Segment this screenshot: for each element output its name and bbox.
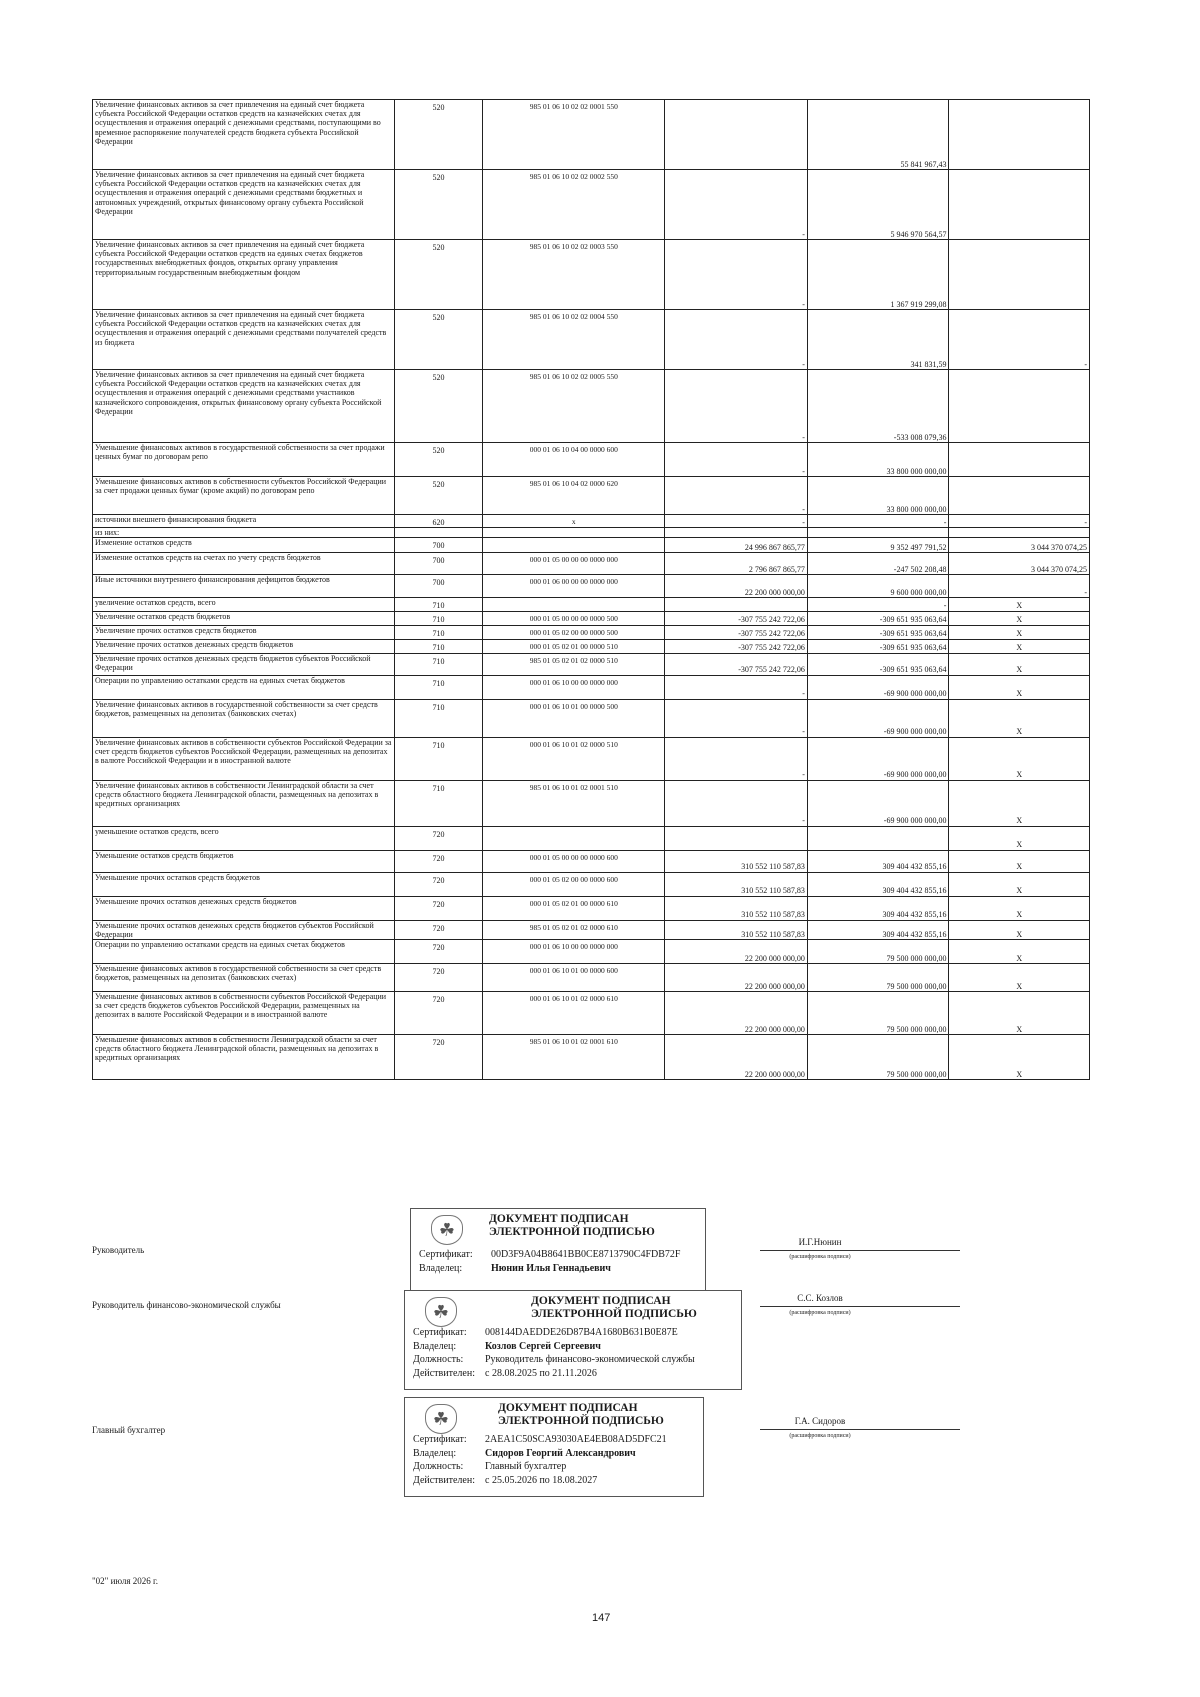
owner-value: Нюнин Илья Геннадьевич [491,1262,611,1274]
table-row [93,528,1090,538]
row-code: 710 [394,737,482,780]
row-name: Уменьшение финансовых активов в собственности субъектов Российской Федерации за счет средств бюджетов субъектов Российской Федерации, размещенных на депозитах в валюте Российской Федерации и в иностранной валюте [93,991,395,1034]
row-approved: 22 200 000 000,00 [665,1034,808,1079]
row-executed: 1 367 919 299,08 [807,240,949,310]
row-code: 710 [394,675,482,699]
row-code: 700 [394,553,482,575]
finance-head-signature-name: С.С. Козлов [797,1293,843,1303]
owner-label: Владелец: [419,1262,463,1274]
row-unexecuted [949,370,1090,443]
stamp-title: ДОКУМЕНТ ПОДПИСАН ЭЛЕКТРОННОЙ ПОДПИСЬЮ [489,1213,655,1239]
row-executed: 9 352 497 791,52 [807,538,949,553]
row-unexecuted [949,477,1090,515]
sources-financing-table [92,99,1090,1080]
row-kbk: 000 01 06 10 01 02 0000 610 [483,991,665,1034]
signature-caption: (расшифровка подписи) [789,1310,851,1316]
position-value: Руководитель финансово-экономической службы [485,1354,695,1366]
row-name: Изменение остатков средств [93,538,395,553]
row-executed: 309 404 432 855,16 [807,872,949,896]
row-code: 710 [394,699,482,737]
row-unexecuted [949,528,1090,538]
row-executed: -533 008 079,36 [807,370,949,443]
page-number: 147 [592,1612,611,1624]
row-executed: 79 500 000 000,00 [807,939,949,963]
row-code: 700 [394,538,482,553]
row-unexecuted: X [949,653,1090,675]
row-executed: 309 404 432 855,16 [807,920,949,939]
table-row [93,100,1090,170]
chief-accountant-signature-name: Г.А. Сидоров [794,1416,846,1426]
row-unexecuted: X [949,1034,1090,1079]
row-name: Уменьшение остатков средств бюджетов [93,850,395,872]
report-date: "02" июля 2026 г. [92,1576,158,1586]
row-name: Операции по управлению остатками средств на единых счетах бюджетов [93,675,395,699]
row-executed: 341 831,59 [807,310,949,370]
coat-of-arms-icon: ☘ [431,1215,463,1245]
row-executed [807,826,949,850]
row-approved [665,826,808,850]
row-approved [665,100,808,170]
row-name: Увеличение финансовых активов в государственной собственности за счет средств бюджетов, размещенных на депозитах (банковских счетах) [93,699,395,737]
table-row [93,826,1090,850]
table-row [93,240,1090,310]
row-executed: 5 946 970 564,57 [807,170,949,240]
row-executed: 33 800 000 000,00 [807,443,949,477]
row-code: 710 [394,625,482,639]
row-code: 720 [394,826,482,850]
row-kbk: 000 01 05 02 01 00 0000 610 [483,896,665,920]
row-executed: -69 900 000 000,00 [807,699,949,737]
row-code: 520 [394,443,482,477]
certificate-label: Сертификат: [419,1249,473,1261]
table-row [93,477,1090,515]
table-row [93,553,1090,575]
row-unexecuted: - [949,310,1090,370]
row-approved: 310 552 110 587,83 [665,872,808,896]
row-code: 720 [394,939,482,963]
row-code: 520 [394,310,482,370]
row-name: Увеличение финансовых активов в собственности Ленинградской области за счет средств областного бюджета Ленинградской области, размещенных на депозитах в кредитных организациях [93,780,395,826]
row-approved: - [665,675,808,699]
table-row [93,310,1090,370]
row-kbk: 985 01 06 10 02 02 0004 550 [483,310,665,370]
stamp-title: ДОКУМЕНТ ПОДПИСАН ЭЛЕКТРОННОЙ ПОДПИСЬЮ [531,1295,697,1321]
row-name: Увеличение прочих остатков денежных средств бюджетов [93,639,395,653]
head-role-label: Руководитель [92,1245,145,1255]
row-executed: -309 651 935 063,64 [807,625,949,639]
row-unexecuted [949,170,1090,240]
row-approved: - [665,443,808,477]
valid-value: с 25.05.2026 по 18.08.2027 [485,1474,598,1486]
row-unexecuted: X [949,991,1090,1034]
row-kbk: 000 01 06 10 04 00 0000 600 [483,443,665,477]
row-kbk: 985 01 06 10 01 02 0001 610 [483,1034,665,1079]
table-row [93,737,1090,780]
row-approved: -307 755 242 722,06 [665,625,808,639]
row-approved: 310 552 110 587,83 [665,850,808,872]
valid-label: Действителен: [413,1367,475,1379]
row-kbk: 000 01 06 10 01 02 0000 510 [483,737,665,780]
row-kbk: 985 01 06 10 01 02 0001 510 [483,780,665,826]
row-approved [665,528,808,538]
position-value: Главный бухгалтер [485,1461,567,1473]
row-approved: -307 755 242 722,06 [665,639,808,653]
certificate-value: 2AEA1C50SCA93030AE4EB08AD5DFC21 [485,1434,667,1446]
row-executed: 55 841 967,43 [807,100,949,170]
row-kbk: x [483,515,665,528]
row-name: Уменьшение финансовых активов в собственности субъектов Российской Федерации за счет продажи ценных бумаг (кроме акций) по договорам репо [93,477,395,515]
row-kbk: 000 01 05 00 00 00 0000 600 [483,850,665,872]
row-code: 520 [394,100,482,170]
row-kbk: 985 01 06 10 02 02 0003 550 [483,240,665,310]
row-kbk: 000 01 05 02 00 00 0000 600 [483,872,665,896]
row-name: Увеличение финансовых активов за счет привлечения на единый счет бюджета субъекта Российской Федерации остатков средств на единых счетах бюджетов государственных внебюджетных фондов, открытых органу управления территориальным государственным внебюджетным фондом [93,240,395,310]
row-unexecuted: X [949,920,1090,939]
row-unexecuted: X [949,737,1090,780]
row-code: 720 [394,896,482,920]
table-row [93,896,1090,920]
row-executed: 9 600 000 000,00 [807,575,949,598]
row-code: 710 [394,611,482,625]
position-label: Должность: [413,1354,464,1366]
owner-label: Владелец: [413,1447,457,1459]
table-row [93,939,1090,963]
row-kbk: 000 01 05 02 00 00 0000 500 [483,625,665,639]
row-name: Уменьшение финансовых активов в собственности Ленинградской области за счет средств областного бюджета Ленинградской области, размещенных на депозитах в кредитных организациях [93,1034,395,1079]
row-approved: 22 200 000 000,00 [665,991,808,1034]
row-executed: -69 900 000 000,00 [807,780,949,826]
row-unexecuted: X [949,826,1090,850]
valid-value: с 28.08.2025 по 21.11.2026 [485,1367,597,1379]
row-unexecuted: 3 044 370 074,25 [949,538,1090,553]
table-row [93,1034,1090,1079]
row-kbk: 985 01 06 10 02 02 0001 550 [483,100,665,170]
row-kbk: 000 01 05 00 00 00 0000 000 [483,553,665,575]
row-name: из них: [93,528,395,538]
row-code: 710 [394,639,482,653]
valid-label: Действителен: [413,1474,475,1486]
row-name: Увеличение финансовых активов за счет привлечения на единый счет бюджета субъекта Российской Федерации остатков средств на казначейских счетах для осуществления и отражения операций с денежными средствами бюджетных и автономных учреждений, открытых финансовому органу субъекта Российской Федерации [93,170,395,240]
row-kbk [483,826,665,850]
row-unexecuted: - [949,575,1090,598]
row-unexecuted: 3 044 370 074,25 [949,553,1090,575]
row-unexecuted [949,443,1090,477]
row-code: 520 [394,240,482,310]
row-approved: - [665,477,808,515]
row-code: 720 [394,872,482,896]
table-row [93,780,1090,826]
row-unexecuted: X [949,611,1090,625]
row-kbk: 000 01 06 10 00 00 0000 000 [483,675,665,699]
owner-value: Козлов Сергей Сергеевич [485,1340,601,1352]
row-kbk: 985 01 05 02 01 02 0000 610 [483,920,665,939]
row-code: 710 [394,653,482,675]
coat-of-arms-icon: ☘ [425,1404,457,1434]
table-row [93,611,1090,625]
row-approved: 24 996 867 865,77 [665,538,808,553]
row-executed: 309 404 432 855,16 [807,850,949,872]
row-executed: 309 404 432 855,16 [807,896,949,920]
row-approved: - [665,310,808,370]
row-unexecuted: X [949,598,1090,611]
row-unexecuted: X [949,780,1090,826]
row-approved: - [665,780,808,826]
row-code: 700 [394,575,482,598]
row-executed: -309 651 935 063,64 [807,639,949,653]
row-name: Уменьшение финансовых активов в государственной собственности за счет средств бюджетов, размещенных на депозитах (банковских счетах) [93,963,395,991]
row-executed [807,528,949,538]
row-name: Увеличение прочих остатков средств бюджетов [93,625,395,639]
row-approved [665,598,808,611]
row-approved: 310 552 110 587,83 [665,896,808,920]
row-approved: 310 552 110 587,83 [665,920,808,939]
row-name: Увеличение прочих остатков денежных средств бюджетов субъектов Российской Федерации [93,653,395,675]
table-row [93,443,1090,477]
row-code: 710 [394,598,482,611]
row-code: 620 [394,515,482,528]
row-name: Увеличение финансовых активов за счет привлечения на единый счет бюджета субъекта Российской Федерации остатков средств на казначейских счетах для осуществления и отражения операций с денежными средствами участников казначейского сопровождения, открытых финансовому органу субъекта Российской Федерации [93,370,395,443]
row-executed: 33 800 000 000,00 [807,477,949,515]
row-executed: -309 651 935 063,64 [807,653,949,675]
row-kbk: 000 01 05 02 01 00 0000 510 [483,639,665,653]
row-code: 720 [394,963,482,991]
table-row [93,653,1090,675]
signature-caption: (расшифровка подписи) [789,1433,851,1439]
row-unexecuted [949,100,1090,170]
row-kbk: 000 01 06 10 00 00 0000 000 [483,939,665,963]
row-name: Уменьшение прочих остатков денежных средств бюджетов субъектов Российской Федерации [93,920,395,939]
row-kbk [483,598,665,611]
row-executed: 79 500 000 000,00 [807,963,949,991]
row-approved: 22 200 000 000,00 [665,963,808,991]
row-name: уменьшение остатков средств, всего [93,826,395,850]
row-unexecuted: X [949,639,1090,653]
row-name: Уменьшение прочих остатков денежных средств бюджетов [93,896,395,920]
row-approved: - [665,699,808,737]
certificate-label: Сертификат: [413,1434,467,1446]
row-code: 720 [394,920,482,939]
table-row [93,963,1090,991]
row-code: 710 [394,780,482,826]
row-unexecuted: X [949,939,1090,963]
table-row [93,991,1090,1034]
row-kbk: 985 01 06 10 02 02 0005 550 [483,370,665,443]
table-row [93,575,1090,598]
row-unexecuted: X [949,896,1090,920]
stamp-title: ДОКУМЕНТ ПОДПИСАН ЭЛЕКТРОННОЙ ПОДПИСЬЮ [498,1402,664,1428]
row-executed: 79 500 000 000,00 [807,991,949,1034]
row-kbk: 000 01 06 00 00 00 0000 000 [483,575,665,598]
signature-stamp-finance-head [404,1290,742,1390]
table-row [93,675,1090,699]
table-row [93,370,1090,443]
table-row [93,699,1090,737]
row-name: Иные источники внутреннего финансирования дефицитов бюджетов [93,575,395,598]
row-name: Увеличение финансовых активов за счет привлечения на единый счет бюджета субъекта Российской Федерации остатков средств на казначейских счетах для осуществления и отражения операций с денежными средствами получателей средств из бюджета [93,310,395,370]
row-approved: 22 200 000 000,00 [665,939,808,963]
row-approved: -307 755 242 722,06 [665,611,808,625]
owner-value: Сидоров Георгий Александрович [485,1447,636,1459]
row-kbk [483,538,665,553]
row-executed: -309 651 935 063,64 [807,611,949,625]
row-name: Увеличение остатков средств бюджетов [93,611,395,625]
row-approved: - [665,170,808,240]
table-row [93,872,1090,896]
row-approved: - [665,737,808,780]
row-kbk: 985 01 06 10 04 02 0000 620 [483,477,665,515]
row-unexecuted: X [949,699,1090,737]
row-kbk: 985 01 05 02 01 02 0000 510 [483,653,665,675]
certificate-label: Сертификат: [413,1327,467,1339]
row-name: Уменьшение финансовых активов в государственной собственности за счет продажи ценных бумаг по договорам репо [93,443,395,477]
coat-of-arms-icon: ☘ [425,1297,457,1327]
signature-line [760,1429,960,1430]
signature-line [760,1306,960,1307]
row-code: 720 [394,1034,482,1079]
row-name: источники внешнего финансирования бюджета [93,515,395,528]
finance-head-role-label: Руководитель финансово-экономической службы [92,1300,281,1310]
row-approved: 22 200 000 000,00 [665,575,808,598]
table-row [93,515,1090,528]
row-executed: -247 502 208,48 [807,553,949,575]
row-executed: - [807,515,949,528]
row-kbk: 000 01 06 10 01 00 0000 500 [483,699,665,737]
row-code: 520 [394,477,482,515]
table-row [93,170,1090,240]
row-executed: -69 900 000 000,00 [807,675,949,699]
row-name: Увеличение финансовых активов за счет привлечения на единый счет бюджета субъекта Российской Федерации остатков средств на казначейских счетах для осуществления и отражения операций с денежными средствами, поступающими во временное распоряжение получателей средств бюджета субъекта Российской Федерации [93,100,395,170]
row-unexecuted: X [949,675,1090,699]
table-row [93,920,1090,939]
row-unexecuted: X [949,963,1090,991]
row-kbk: 985 01 06 10 02 02 0002 550 [483,170,665,240]
row-name: Изменение остатков средств на счетах по учету средств бюджетов [93,553,395,575]
row-approved: - [665,370,808,443]
table-row [93,850,1090,872]
row-code [394,528,482,538]
row-unexecuted: - [949,515,1090,528]
head-signature-name: И.Г.Нюнин [798,1237,842,1247]
row-code: 720 [394,850,482,872]
row-unexecuted: X [949,850,1090,872]
signature-stamp-chief-accountant [404,1397,704,1497]
row-name: Операции по управлению остатками средств на единых счетах бюджетов [93,939,395,963]
table-row [93,538,1090,553]
row-code: 720 [394,991,482,1034]
table-row [93,625,1090,639]
row-kbk: 000 01 06 10 01 00 0000 600 [483,963,665,991]
owner-label: Владелец: [413,1340,457,1352]
row-code: 520 [394,370,482,443]
row-name: увеличение остатков средств, всего [93,598,395,611]
row-approved: - [665,515,808,528]
row-approved: -307 755 242 722,06 [665,653,808,675]
row-executed: - [807,598,949,611]
row-kbk [483,528,665,538]
row-unexecuted: X [949,625,1090,639]
row-code: 520 [394,170,482,240]
table-row [93,598,1090,611]
certificate-value: 00D3F9A04B8641BB0CE8713790C4FDB72F [491,1249,681,1261]
row-executed: -69 900 000 000,00 [807,737,949,780]
signature-caption: (расшифровка подписи) [789,1254,851,1260]
table-row [93,639,1090,653]
row-approved: 2 796 867 865,77 [665,553,808,575]
signature-stamp-head [410,1208,706,1292]
chief-accountant-role-label: Главный бухгалтер [92,1425,166,1435]
row-name: Уменьшение прочих остатков средств бюджетов [93,872,395,896]
position-label: Должность: [413,1461,464,1473]
row-name: Увеличение финансовых активов в собственности субъектов Российской Федерации за счет средств бюджетов субъектов Российской Федерации, размещенных на депозитах в валюте Российской Федерации и в иностранной валюте [93,737,395,780]
row-approved: - [665,240,808,310]
row-unexecuted [949,240,1090,310]
row-kbk: 000 01 05 00 00 00 0000 500 [483,611,665,625]
certificate-value: 008144DAEDDE26D87B4A1680B631B0E87E [485,1327,678,1339]
signature-line [760,1250,960,1251]
row-unexecuted: X [949,872,1090,896]
row-executed: 79 500 000 000,00 [807,1034,949,1079]
